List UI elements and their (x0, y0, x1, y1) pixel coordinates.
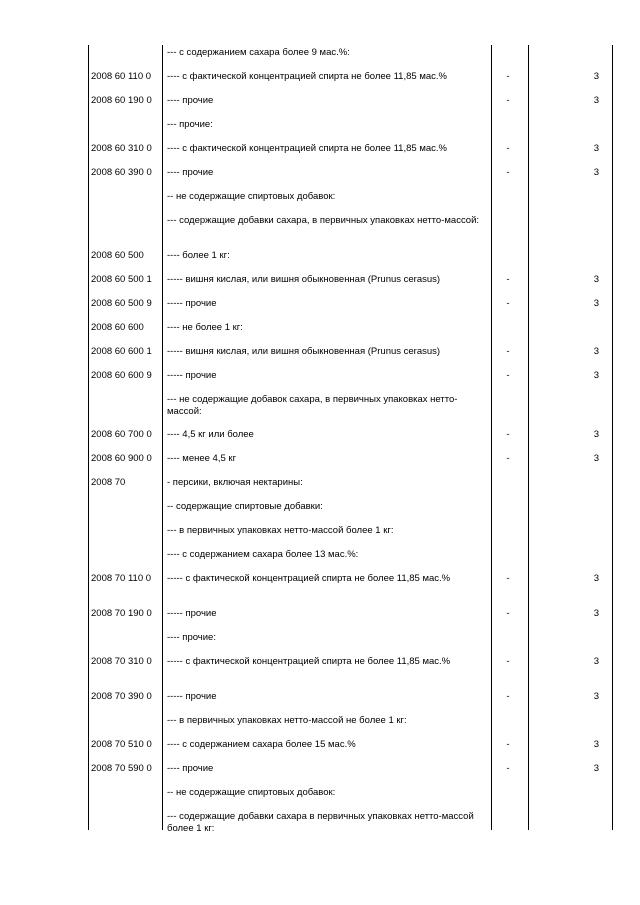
duty-rate-cell (526, 45, 602, 69)
duty-unit-cell (490, 392, 526, 427)
description-cell: ----- прочие (167, 608, 217, 619)
table-row (88, 189, 602, 213)
table-row (88, 654, 602, 689)
code-cell: 2008 60 390 0 (91, 167, 152, 178)
duty-rate-cell: 3 (593, 346, 599, 357)
duty-rate-cell (526, 499, 602, 523)
duty-rate-cell: 3 (593, 95, 599, 106)
code-cell (88, 117, 164, 141)
code-cell (88, 189, 164, 213)
description-cell: --- содержащие добавки сахара в первичных упаковках нетто-массой более 1 кг: (167, 811, 474, 834)
duty-unit-cell (490, 499, 526, 523)
code-cell: 2008 70 510 0 (91, 739, 152, 750)
description-cell: --- с содержанием сахара более 9 мас.%: (167, 47, 350, 58)
duty-unit-cell: - (506, 763, 510, 774)
duty-rate-cell (526, 547, 602, 571)
table-row (88, 713, 602, 737)
duty-rate-cell: 3 (593, 608, 599, 619)
description-cell: ----- прочие (167, 298, 217, 309)
duty-rate-cell (526, 630, 602, 654)
code-cell: 2008 70 190 0 (91, 608, 152, 619)
duty-unit-cell: - (506, 143, 510, 154)
code-cell: 2008 70 (91, 477, 126, 488)
description-cell: ---- с фактической концентрацией спирта не более 11,85 мас.% (167, 143, 447, 154)
description-cell: ---- менее 4,5 кг (167, 453, 237, 464)
duty-rate-cell: 3 (593, 167, 599, 178)
duty-unit-cell: - (506, 71, 510, 82)
duty-rate-cell: 3 (593, 370, 599, 381)
duty-rate-cell: 3 (593, 691, 599, 702)
duty-unit-cell (490, 547, 526, 571)
table-row (88, 761, 602, 785)
duty-rate-cell (526, 117, 602, 141)
table-row (88, 213, 602, 248)
duty-rate-cell: 3 (593, 298, 599, 309)
code-cell: 2008 70 390 0 (91, 691, 152, 702)
code-cell: 2008 70 590 0 (91, 763, 152, 774)
duty-rate-cell (526, 809, 602, 844)
duty-rate-cell: 3 (593, 656, 599, 667)
code-cell: 2008 60 600 1 (91, 346, 152, 357)
duty-rate-cell: 3 (593, 274, 599, 285)
table-row (88, 344, 602, 368)
duty-unit-cell (490, 630, 526, 654)
description-cell: ---- 4,5 кг или более (167, 429, 254, 440)
table-row (88, 809, 602, 844)
duty-rate-cell: 3 (593, 763, 599, 774)
table-row (88, 141, 602, 165)
duty-rate-cell (526, 320, 602, 344)
duty-unit-cell (490, 785, 526, 809)
description-cell: --- содержащие добавки сахара, в первичных упаковках нетто-массой: (167, 215, 480, 226)
description-cell: ----- прочие (167, 370, 217, 381)
table-row (88, 248, 602, 272)
table-row (88, 45, 602, 69)
tariff-table (88, 45, 602, 844)
description-cell: - персики, включая нектарины: (167, 477, 303, 488)
description-cell: --- прочие: (167, 119, 213, 130)
code-cell (88, 523, 164, 547)
code-cell (88, 785, 164, 809)
code-cell: 2008 60 310 0 (91, 143, 152, 154)
duty-unit-cell: - (506, 274, 510, 285)
code-cell (88, 392, 164, 427)
duty-unit-cell (490, 320, 526, 344)
table-row (88, 427, 602, 451)
duty-unit-cell (490, 713, 526, 737)
code-cell: 2008 60 500 1 (91, 274, 152, 285)
code-cell: 2008 60 600 (91, 322, 144, 333)
code-cell (88, 713, 164, 737)
duty-unit-cell: - (506, 167, 510, 178)
description-cell: ----- вишня кислая, или вишня обыкновенная (Prunus cerasus) (167, 346, 441, 357)
duty-unit-cell: - (506, 739, 510, 750)
duty-rate-cell: 3 (593, 573, 599, 584)
duty-unit-cell: - (506, 453, 510, 464)
duty-unit-cell (490, 809, 526, 844)
table-row (88, 499, 602, 523)
duty-rate-cell (526, 189, 602, 213)
code-cell: 2008 60 900 0 (91, 453, 152, 464)
duty-rate-cell (526, 248, 602, 272)
description-cell: ---- прочие: (167, 632, 216, 643)
code-cell: 2008 70 110 0 (91, 573, 152, 584)
code-cell (88, 499, 164, 523)
table-row (88, 606, 602, 630)
code-cell: 2008 60 600 9 (91, 370, 152, 381)
table-border-right (612, 45, 613, 830)
duty-unit-cell: - (506, 370, 510, 381)
table-row (88, 165, 602, 189)
code-cell (88, 809, 164, 844)
duty-rate-cell: 3 (593, 143, 599, 154)
code-cell (88, 213, 164, 248)
code-cell: 2008 60 110 0 (91, 71, 152, 82)
duty-rate-cell: 3 (593, 739, 599, 750)
duty-unit-cell: - (506, 298, 510, 309)
duty-rate-cell (526, 213, 602, 248)
description-cell: ---- прочие (167, 763, 214, 774)
duty-rate-cell: 3 (593, 453, 599, 464)
duty-unit-cell (490, 475, 526, 499)
code-cell: 2008 60 500 9 (91, 298, 152, 309)
table-row (88, 117, 602, 141)
description-cell: ----- прочие (167, 691, 217, 702)
tariff-table-body (88, 45, 602, 844)
table-row (88, 368, 602, 392)
description-cell: ---- более 1 кг: (167, 250, 230, 261)
description-cell: ---- не более 1 кг: (167, 322, 243, 333)
table-row (88, 547, 602, 571)
table-row (88, 320, 602, 344)
code-cell: 2008 60 500 (91, 250, 144, 261)
code-cell: 2008 70 310 0 (91, 656, 152, 667)
table-row (88, 392, 602, 427)
duty-unit-cell (490, 213, 526, 248)
duty-unit-cell (490, 248, 526, 272)
code-cell (88, 630, 164, 654)
description-cell: ---- с содержанием сахара более 15 мас.% (167, 739, 356, 750)
table-row (88, 785, 602, 809)
duty-unit-cell: - (506, 656, 510, 667)
description-cell: ----- с фактической концентрацией спирта не более 11,85 мас.% (167, 656, 451, 667)
description-cell: ----- с фактической концентрацией спирта не более 11,85 мас.% (167, 573, 451, 584)
duty-rate-cell: 3 (593, 71, 599, 82)
description-cell: -- содержащие спиртовые добавки: (167, 501, 323, 512)
duty-unit-cell: - (506, 346, 510, 357)
table-row (88, 69, 602, 93)
table-row (88, 296, 602, 320)
description-cell: -- не содержащие спиртовых добавок: (167, 191, 336, 202)
table-row (88, 93, 602, 117)
description-cell: --- в первичных упаковках нетто-массой более 1 кг: (167, 525, 394, 536)
duty-rate-cell (526, 785, 602, 809)
code-cell (88, 45, 164, 69)
table-row (88, 737, 602, 761)
description-cell: --- не содержащие добавок сахара, в первичных упаковках нетто-массой: (167, 394, 458, 417)
description-cell: -- не содержащие спиртовых добавок: (167, 787, 336, 798)
duty-unit-cell: - (506, 429, 510, 440)
description-cell: ---- прочие (167, 167, 214, 178)
duty-rate-cell (526, 713, 602, 737)
table-row (88, 451, 602, 475)
table-row (88, 475, 602, 499)
duty-rate-cell: 3 (593, 429, 599, 440)
duty-unit-cell (490, 45, 526, 69)
duty-rate-cell (526, 523, 602, 547)
duty-unit-cell (490, 523, 526, 547)
table-row (88, 689, 602, 713)
description-cell: ---- прочие (167, 95, 214, 106)
duty-unit-cell (490, 117, 526, 141)
table-row (88, 630, 602, 654)
table-row (88, 571, 602, 606)
duty-unit-cell (490, 189, 526, 213)
duty-rate-cell (526, 392, 602, 427)
description-cell: ---- с содержанием сахара более 13 мас.%: (167, 549, 359, 560)
duty-unit-cell: - (506, 608, 510, 619)
table-row (88, 272, 602, 296)
duty-unit-cell: - (506, 95, 510, 106)
duty-unit-cell: - (506, 691, 510, 702)
code-cell (88, 547, 164, 571)
table-row (88, 523, 602, 547)
description-cell: ---- с фактической концентрацией спирта не более 11,85 мас.% (167, 71, 447, 82)
code-cell: 2008 60 700 0 (91, 429, 152, 440)
code-cell: 2008 60 190 0 (91, 95, 152, 106)
description-cell: ----- вишня кислая, или вишня обыкновенная (Prunus cerasus) (167, 274, 441, 285)
description-cell: --- в первичных упаковках нетто-массой не более 1 кг: (167, 715, 407, 726)
duty-unit-cell: - (506, 573, 510, 584)
duty-rate-cell (526, 475, 602, 499)
